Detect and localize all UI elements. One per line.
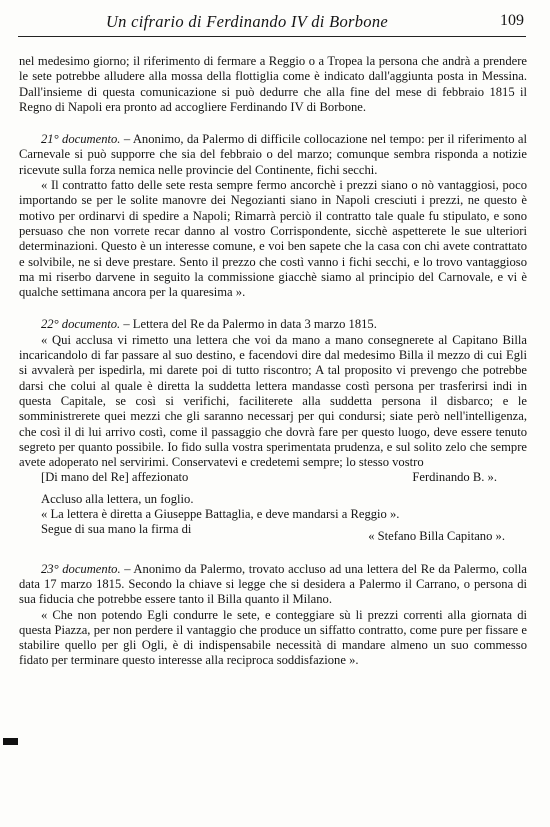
signature-row-billa	[19, 522, 527, 544]
quote-doc21: « Il contratto fatto delle sete resta sempre fermo ancorchè i prezzi siano o nò vantaggiosi, poco importando se per le solite manovre dei Negozianti siano in Napoli cresciuti i prezzi, ne questo è motivo per ordinarvi di spedire a Napoli; Rimarrà perciò il contratto tale quale fu stipulato, e sono persuaso che non vorrete recar danno al vostro Corrispondente, sicchè aspetterete le sue ulteriori determinazioni. Questo è un interesse comune, e voi ben sapete che la casa con chi avete contrattato e solvibile, ne si deve prestare. Sento il prezzo che costì vanno i fichi secchi, e lo trovo vantaggioso ma mi riserbo darvene in seguito la commissione giacchè siamo al principio del Carnovale, e vi è qualche settimana ancora per la quaresima ».	[19, 178, 527, 300]
signature-label: [Di mano del Re] affezionato	[41, 470, 189, 485]
paragraph-doc23	[19, 562, 527, 608]
enclosure-note: Accluso alla lettera, un foglio.	[41, 491, 194, 506]
paragraph-doc22	[19, 317, 527, 332]
page-number: 109	[500, 12, 524, 29]
signature-label-billa: Segue di sua mano la firma di	[41, 522, 192, 537]
paragraph-doc21	[19, 132, 527, 178]
letter-destination-note: « La lettera è diretta a Giuseppe Battaglia, e deve mandarsi a Reggio ».	[41, 507, 400, 522]
paragraph-intro: nel medesimo giorno; il riferimento di fermare a Reggio o a Tropea la persona che andrà a prendere le sete potrebbe alludere alla mossa della flottiglia come è indicato dall'aggiunta posta in Messina. Dall'insieme di questa comunicazione si può dedurre che alla fine del mese di febbraio 1815 il Regno di Napoli era pronto ad accogliere Ferdinando IV di Borbone.	[19, 54, 527, 114]
doc21-text: – Anonimo, da Palermo di difficile collocazione nel tempo: per il riferimento al Carnevale si può supporre che sia del febbraio o del marzo; comunque sembra risponda a notizie ricevute sulla forza nemica nelle provincie del Continente, fichi secchi.	[19, 132, 527, 177]
quote-doc23: « Che non potendo Egli condurre le sete, e conteggiare sù li prezzi correnti alla giornata di questa Piazza, per non perdere il vantaggio che produce un siffatto contratto, come pure per fissare e stabilire quello per gli Ogli, è di indispensabile necessità di mandare almeno un suo commesso fidato per terminare questo interesse alla reciproca soddisfazione ».	[19, 607, 527, 668]
signature-name: Ferdinando B. ».	[412, 470, 497, 485]
running-title: Un cifrario di Ferdinando IV di Borbone	[105, 12, 389, 31]
margin-marker	[3, 738, 18, 745]
signature-row-king	[19, 470, 527, 485]
doc23-text: – Anonimo da Palermo, trovato accluso ad una lettera del Re da Palermo, colla data 17 marzo 1815. Secondo la chiave si legge che si desidera a Palermo il Carrano, o persona di sua fiducia che potrebbe essere tanto il Billa quanto il Milano.	[19, 561, 527, 607]
quote-doc22: « Qui acclusa vi rimetto una lettera che voi da mano a mano consegnerete al Capitano Billa incaricandolo di far passare al suo destino, e facendovi dire dal medesimo Billa il mezzo di cui Egli si avvalerà per ispedirla, mi darete poi di tutto riscontro; A tal proposito vi prevengo che potrebbe darsi che colui al quale è diretta la suddetta lettera mandasse costì persona per trasferirsi indi in questa Capitale, se così si verifichi, faciliterete alla suddetta persona il disbarco; e le somministrerete quei mezzi che gli saranno necessarj per qui condursi; siate però nell'intelligenza, che così il di lui arrivo costì, come il passaggio che dovrà fare per questo luogo, deve essere tenuto segreto per quanto possibile. Io fido sulla vostra sperimentata prudenza, e sul solito zelo che sempre avete adoperato nel servirimi. Conservatevi e credetemi sempre; lo stesso vostro	[19, 332, 527, 470]
doc23-label: 23° documento.	[41, 561, 121, 576]
doc22-text: – Lettera del Re da Palermo in data 3 marzo 1815.	[120, 317, 377, 332]
page-header	[18, 6, 526, 37]
doc21-label: 21° documento.	[41, 132, 121, 147]
signature-name-billa: « Stefano Billa Capitano ».	[368, 529, 505, 544]
page-body	[19, 54, 527, 669]
doc22-label: 22° documento.	[41, 317, 121, 332]
